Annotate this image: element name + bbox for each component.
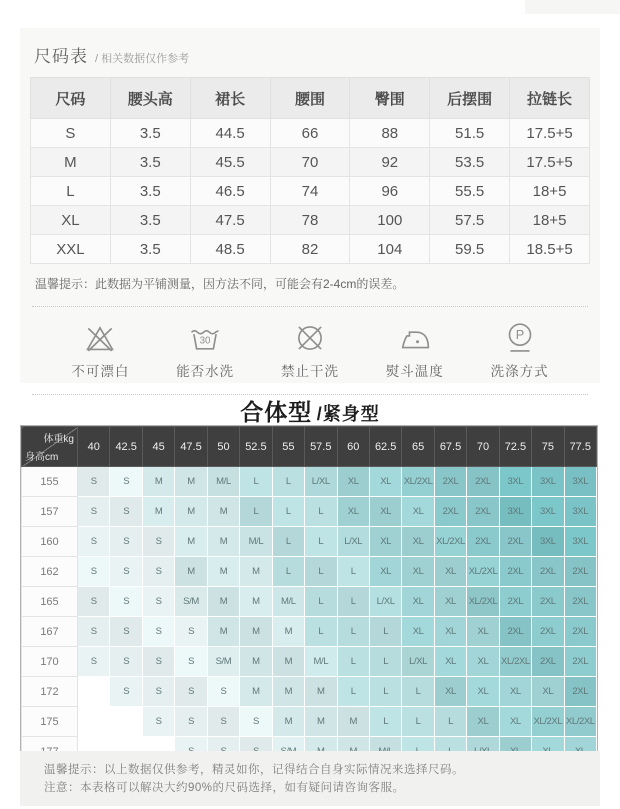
size-table-cell: 82 bbox=[270, 235, 350, 264]
fit-size-cell: L bbox=[240, 467, 272, 497]
fit-table bbox=[21, 426, 597, 767]
fit-size-cell: 2XL bbox=[499, 587, 531, 617]
fit-size-cell: M bbox=[207, 497, 239, 527]
fit-size-cell: S bbox=[110, 557, 142, 587]
fit-size-cell: S bbox=[110, 527, 142, 557]
fit-size-cell: M bbox=[175, 497, 207, 527]
size-table-cell: 57.5 bbox=[430, 206, 510, 235]
no-bleach-icon bbox=[82, 320, 118, 356]
fit-size-cell: L/XL bbox=[369, 587, 401, 617]
fit-section-title bbox=[0, 394, 620, 427]
size-table-cell: 17.5+5 bbox=[510, 148, 590, 177]
fit-size-cell: L bbox=[337, 677, 369, 707]
corner-weight-label: 体重kg bbox=[43, 434, 74, 445]
fit-size-cell: M bbox=[207, 587, 239, 617]
fit-table-row bbox=[22, 677, 597, 707]
fit-size-cell: XL bbox=[467, 647, 499, 677]
fit-size-cell: 2XL bbox=[532, 557, 564, 587]
weight-header-cell: 47.5 bbox=[175, 427, 207, 467]
fit-size-cell: L bbox=[337, 587, 369, 617]
fit-size-cell: M bbox=[142, 467, 174, 497]
fit-size-cell: M bbox=[207, 557, 239, 587]
weight-header-cell: 55 bbox=[272, 427, 304, 467]
care-item-no-dry-clean bbox=[262, 320, 358, 380]
size-table-cell: 104 bbox=[350, 235, 430, 264]
fit-size-cell: XL bbox=[467, 707, 499, 737]
fit-size-cell: 2XL bbox=[532, 617, 564, 647]
fit-size-cell: XL bbox=[499, 707, 531, 737]
size-table-row bbox=[31, 148, 590, 177]
size-table-cell: 53.5 bbox=[430, 148, 510, 177]
fit-size-cell bbox=[110, 707, 142, 737]
fit-title-sub: /紧身型 bbox=[316, 404, 380, 424]
size-table-row bbox=[31, 119, 590, 148]
fit-size-cell: XL bbox=[402, 527, 434, 557]
size-table-cell: 88 bbox=[350, 119, 430, 148]
fit-size-cell: L bbox=[272, 527, 304, 557]
fit-title-main: 合体型 bbox=[240, 399, 313, 425]
fit-size-cell: L bbox=[305, 527, 337, 557]
fit-size-cell: L bbox=[337, 617, 369, 647]
size-table-cell: 3.5 bbox=[110, 177, 190, 206]
wash-method-p-icon bbox=[502, 320, 538, 356]
fit-size-cell: XL bbox=[434, 587, 466, 617]
fit-size-cell: L bbox=[240, 497, 272, 527]
fit-size-cell: L bbox=[369, 617, 401, 647]
size-table-cell: 17.5+5 bbox=[510, 119, 590, 148]
fit-size-cell: L bbox=[402, 707, 434, 737]
fit-size-cell: M bbox=[272, 707, 304, 737]
size-table-cell: 48.5 bbox=[190, 235, 270, 264]
fit-size-cell: 2XL bbox=[467, 467, 499, 497]
fit-size-cell: L/XL bbox=[402, 647, 434, 677]
size-table-cell: 70 bbox=[270, 148, 350, 177]
fit-size-cell: XL/2XL bbox=[402, 467, 434, 497]
fit-size-cell: M bbox=[337, 707, 369, 737]
size-table-cell: 66 bbox=[270, 119, 350, 148]
height-cell: 165 bbox=[22, 587, 78, 617]
size-table-header-cell: 腰围 bbox=[270, 78, 350, 119]
fit-size-cell: S/M bbox=[207, 647, 239, 677]
care-label: 禁止干洗 bbox=[280, 364, 339, 379]
height-cell: 162 bbox=[22, 557, 78, 587]
size-table-row bbox=[31, 206, 590, 235]
fit-size-cell: 2XL bbox=[564, 557, 596, 587]
fit-size-cell: L bbox=[434, 707, 466, 737]
fit-size-cell: M bbox=[272, 647, 304, 677]
fit-size-cell: L bbox=[369, 677, 401, 707]
fit-size-cell: 2XL bbox=[532, 587, 564, 617]
care-item-wash-30 bbox=[157, 320, 253, 380]
fit-size-cell: S bbox=[175, 617, 207, 647]
fit-size-cell: XL bbox=[402, 617, 434, 647]
fit-size-cell: 3XL bbox=[564, 527, 596, 557]
care-item-iron bbox=[367, 320, 463, 380]
fit-size-cell: M bbox=[240, 557, 272, 587]
fit-size-cell: S bbox=[78, 647, 110, 677]
svg-text:P: P bbox=[515, 327, 524, 343]
fit-size-cell: XL bbox=[434, 557, 466, 587]
fit-size-cell: S bbox=[207, 677, 239, 707]
fit-size-cell: 3XL bbox=[532, 497, 564, 527]
fit-size-cell: M bbox=[240, 617, 272, 647]
size-table-cell: 100 bbox=[350, 206, 430, 235]
fit-size-cell: 2XL bbox=[467, 527, 499, 557]
fit-size-cell: L/XL bbox=[337, 527, 369, 557]
size-table-header-cell: 拉链长 bbox=[510, 78, 590, 119]
fit-size-cell: S bbox=[78, 467, 110, 497]
fit-size-cell: XL bbox=[434, 647, 466, 677]
size-chart-subtitle: / 相关数据仅作参考 bbox=[95, 53, 190, 65]
fit-size-cell: XL bbox=[402, 587, 434, 617]
fit-matrix bbox=[20, 425, 598, 768]
size-table-cell: 92 bbox=[350, 148, 430, 177]
height-cell: 172 bbox=[22, 677, 78, 707]
fit-size-cell: 2XL bbox=[499, 617, 531, 647]
size-table-body bbox=[31, 119, 590, 264]
fit-size-cell: L bbox=[369, 647, 401, 677]
size-table-cell: 3.5 bbox=[110, 235, 190, 264]
fit-size-cell: L bbox=[305, 617, 337, 647]
fit-size-cell: 3XL bbox=[532, 527, 564, 557]
fit-size-cell: S bbox=[207, 707, 239, 737]
fit-size-cell: 3XL bbox=[532, 467, 564, 497]
fit-size-cell: L bbox=[272, 467, 304, 497]
weight-header-cell: 75 bbox=[532, 427, 564, 467]
fit-size-cell: S bbox=[142, 677, 174, 707]
corner-header-cell bbox=[22, 427, 78, 467]
fit-size-cell: S bbox=[142, 707, 174, 737]
fit-size-cell: S bbox=[110, 587, 142, 617]
fit-size-cell bbox=[78, 707, 110, 737]
size-table-header-row bbox=[31, 78, 590, 119]
size-table-cell: 46.5 bbox=[190, 177, 270, 206]
fit-size-cell: S bbox=[175, 677, 207, 707]
size-table-cell: 3.5 bbox=[110, 148, 190, 177]
size-table-cell: 78 bbox=[270, 206, 350, 235]
fit-size-cell: XL bbox=[402, 497, 434, 527]
fit-size-cell: 2XL bbox=[499, 527, 531, 557]
fit-size-cell: S bbox=[78, 527, 110, 557]
size-table-cell: L bbox=[31, 177, 111, 206]
fit-size-cell: M bbox=[305, 677, 337, 707]
fit-size-cell: XL/2XL bbox=[499, 647, 531, 677]
fit-size-cell: XL bbox=[402, 557, 434, 587]
fit-size-cell: XL bbox=[369, 557, 401, 587]
care-label: 能否水洗 bbox=[176, 364, 235, 379]
size-table-cell: 55.5 bbox=[430, 177, 510, 206]
height-cell: 170 bbox=[22, 647, 78, 677]
no-dry-clean-icon bbox=[292, 320, 328, 356]
size-table-head bbox=[31, 78, 590, 119]
size-table-cell: 18+5 bbox=[510, 206, 590, 235]
fit-size-cell: 2XL bbox=[564, 677, 596, 707]
footer-notes bbox=[20, 751, 600, 806]
fit-table-body bbox=[22, 467, 597, 767]
size-table-cell: 74 bbox=[270, 177, 350, 206]
fit-size-cell: XL bbox=[337, 497, 369, 527]
fit-size-cell: M bbox=[175, 527, 207, 557]
fit-size-cell: S bbox=[142, 557, 174, 587]
fit-size-cell: XL/2XL bbox=[564, 707, 596, 737]
fit-size-cell: XL bbox=[434, 617, 466, 647]
corner-height-label: 身高cm bbox=[25, 452, 59, 463]
fit-size-cell bbox=[78, 677, 110, 707]
fit-size-cell: M bbox=[272, 677, 304, 707]
fit-size-cell: M bbox=[175, 557, 207, 587]
dotted-divider bbox=[32, 306, 588, 307]
size-table-header-cell: 腰头高 bbox=[110, 78, 190, 119]
fit-size-cell: L bbox=[305, 587, 337, 617]
size-table-cell: XL bbox=[31, 206, 111, 235]
fit-size-cell: S bbox=[110, 467, 142, 497]
size-chart-header bbox=[34, 42, 590, 67]
size-table-header-cell: 后摆围 bbox=[430, 78, 510, 119]
fit-table-row bbox=[22, 617, 597, 647]
fit-size-cell: 2XL bbox=[564, 647, 596, 677]
fit-size-cell: L bbox=[402, 677, 434, 707]
size-table-cell: 45.5 bbox=[190, 148, 270, 177]
fit-size-cell: M bbox=[240, 587, 272, 617]
size-chart-panel bbox=[20, 28, 600, 383]
footer-note-2: 注意：本表格可以解决大约90%的尺码选择，如有疑问请咨询客服。 bbox=[44, 782, 405, 794]
fit-size-cell: S bbox=[110, 497, 142, 527]
footer-note-1: 温馨提示：以上数据仅供参考，精灵如你，记得结合自身实际情况来选择尺码。 bbox=[44, 764, 464, 776]
fit-size-cell: L/XL bbox=[305, 467, 337, 497]
weight-header-cell: 40 bbox=[78, 427, 110, 467]
fit-size-cell: XL bbox=[434, 677, 466, 707]
weight-header-cell: 42.5 bbox=[110, 427, 142, 467]
weight-header-cell: 57.5 bbox=[305, 427, 337, 467]
size-chart-note: 温馨提示：此数据为平铺测量，因方法不同，可能会有2-4cm的误差。 bbox=[35, 277, 405, 291]
size-table-cell: 44.5 bbox=[190, 119, 270, 148]
size-table-header-cell: 尺码 bbox=[31, 78, 111, 119]
iron-temperature-icon bbox=[397, 320, 433, 356]
height-cell: 167 bbox=[22, 617, 78, 647]
fit-table-row bbox=[22, 647, 597, 677]
size-table-cell: 96 bbox=[350, 177, 430, 206]
size-table-cell: 18+5 bbox=[510, 177, 590, 206]
weight-header-cell: 45 bbox=[142, 427, 174, 467]
weight-header-cell: 70 bbox=[467, 427, 499, 467]
fit-size-cell: M/L bbox=[305, 647, 337, 677]
weight-header-cell: 72.5 bbox=[499, 427, 531, 467]
fit-size-cell: 3XL bbox=[499, 497, 531, 527]
fit-size-cell: XL/2XL bbox=[467, 557, 499, 587]
fit-size-cell: M bbox=[272, 617, 304, 647]
fit-size-cell: XL bbox=[337, 467, 369, 497]
weight-header-cell: 77.5 bbox=[564, 427, 596, 467]
fit-size-cell: S bbox=[142, 527, 174, 557]
weight-header-cell: 60 bbox=[337, 427, 369, 467]
fit-size-cell: M bbox=[207, 527, 239, 557]
care-item-no-bleach bbox=[52, 320, 148, 380]
fit-table-row bbox=[22, 467, 597, 497]
fit-size-cell: 2XL bbox=[564, 587, 596, 617]
wash-30-icon bbox=[187, 320, 223, 356]
fit-size-cell: S bbox=[142, 617, 174, 647]
fit-size-cell: XL/2XL bbox=[434, 527, 466, 557]
fit-size-cell: XL bbox=[467, 617, 499, 647]
fit-table-row bbox=[22, 587, 597, 617]
fit-size-cell: S bbox=[78, 587, 110, 617]
fit-size-cell: M bbox=[207, 617, 239, 647]
fit-size-cell: XL bbox=[499, 677, 531, 707]
height-cell: 175 bbox=[22, 707, 78, 737]
fit-size-cell: S bbox=[142, 587, 174, 617]
fit-size-cell: L bbox=[272, 497, 304, 527]
fit-size-cell: XL bbox=[532, 677, 564, 707]
size-table-cell: 3.5 bbox=[110, 206, 190, 235]
weight-header-cell: 52.5 bbox=[240, 427, 272, 467]
fit-size-cell: M/L bbox=[240, 527, 272, 557]
size-table-row bbox=[31, 235, 590, 264]
fit-size-cell: XL/2XL bbox=[467, 587, 499, 617]
care-item-wash-method bbox=[472, 320, 568, 380]
top-right-strip bbox=[525, 0, 620, 14]
weight-header-cell: 50 bbox=[207, 427, 239, 467]
fit-size-cell: S bbox=[78, 557, 110, 587]
fit-size-cell: M bbox=[240, 647, 272, 677]
fit-size-cell: S bbox=[175, 707, 207, 737]
care-label: 熨斗温度 bbox=[385, 364, 444, 379]
size-table-row bbox=[31, 177, 590, 206]
fit-size-cell: L bbox=[337, 557, 369, 587]
height-cell: 157 bbox=[22, 497, 78, 527]
fit-size-cell: XL bbox=[369, 497, 401, 527]
size-table-cell: 3.5 bbox=[110, 119, 190, 148]
size-table bbox=[30, 77, 590, 264]
fit-size-cell: XL bbox=[467, 677, 499, 707]
fit-size-cell: S bbox=[110, 647, 142, 677]
fit-size-cell: M/L bbox=[272, 587, 304, 617]
size-table-cell: XXL bbox=[31, 235, 111, 264]
fit-size-cell: M bbox=[240, 677, 272, 707]
care-label: 不可漂白 bbox=[71, 364, 130, 379]
size-table-cell: 18.5+5 bbox=[510, 235, 590, 264]
fit-size-cell: M bbox=[305, 707, 337, 737]
size-table-cell: 59.5 bbox=[430, 235, 510, 264]
fit-table-header-row bbox=[22, 427, 597, 467]
fit-size-cell: S bbox=[142, 647, 174, 677]
svg-text:30: 30 bbox=[199, 335, 211, 347]
size-table-cell: 51.5 bbox=[430, 119, 510, 148]
fit-size-cell: S bbox=[78, 497, 110, 527]
fit-size-cell: S bbox=[110, 617, 142, 647]
fit-size-cell: L bbox=[305, 497, 337, 527]
fit-size-cell: M bbox=[142, 497, 174, 527]
size-table-cell: M bbox=[31, 148, 111, 177]
fit-table-row bbox=[22, 557, 597, 587]
fit-table-row bbox=[22, 527, 597, 557]
fit-size-cell: S bbox=[78, 617, 110, 647]
height-cell: 160 bbox=[22, 527, 78, 557]
fit-size-cell: XL bbox=[369, 527, 401, 557]
fit-size-cell: XL/2XL bbox=[532, 707, 564, 737]
care-icons-row bbox=[30, 320, 590, 380]
fit-size-cell: 2XL bbox=[434, 467, 466, 497]
fit-size-cell: M/L bbox=[207, 467, 239, 497]
fit-size-cell: 3XL bbox=[564, 497, 596, 527]
fit-size-cell: 2XL bbox=[564, 617, 596, 647]
fit-size-cell: 2XL bbox=[499, 557, 531, 587]
fit-size-cell: 3XL bbox=[499, 467, 531, 497]
size-chart-title: 尺码表 bbox=[34, 47, 88, 66]
fit-size-cell: 2XL bbox=[467, 497, 499, 527]
fit-size-cell: S bbox=[240, 707, 272, 737]
care-label: 洗涤方式 bbox=[490, 364, 549, 379]
fit-table-row bbox=[22, 707, 597, 737]
weight-header-cell: 62.5 bbox=[369, 427, 401, 467]
fit-size-cell: XL bbox=[369, 467, 401, 497]
fit-size-cell: 2XL bbox=[434, 497, 466, 527]
fit-size-cell: 3XL bbox=[564, 467, 596, 497]
fit-size-cell: 2XL bbox=[532, 647, 564, 677]
fit-size-cell: S bbox=[110, 677, 142, 707]
size-table-cell: S bbox=[31, 119, 111, 148]
fit-size-cell: S bbox=[175, 647, 207, 677]
fit-table-head bbox=[22, 427, 597, 467]
size-table-cell: 47.5 bbox=[190, 206, 270, 235]
fit-table-row bbox=[22, 497, 597, 527]
fit-size-cell: L bbox=[272, 557, 304, 587]
fit-size-cell: M bbox=[175, 467, 207, 497]
weight-header-cell: 65 bbox=[402, 427, 434, 467]
fit-size-cell: L bbox=[337, 647, 369, 677]
height-cell: 155 bbox=[22, 467, 78, 497]
fit-size-cell: L bbox=[305, 557, 337, 587]
size-table-header-cell: 臀围 bbox=[350, 78, 430, 119]
fit-size-cell: S/M bbox=[175, 587, 207, 617]
fit-size-cell: L bbox=[369, 707, 401, 737]
weight-header-cell: 67.5 bbox=[434, 427, 466, 467]
size-table-header-cell: 裙长 bbox=[190, 78, 270, 119]
